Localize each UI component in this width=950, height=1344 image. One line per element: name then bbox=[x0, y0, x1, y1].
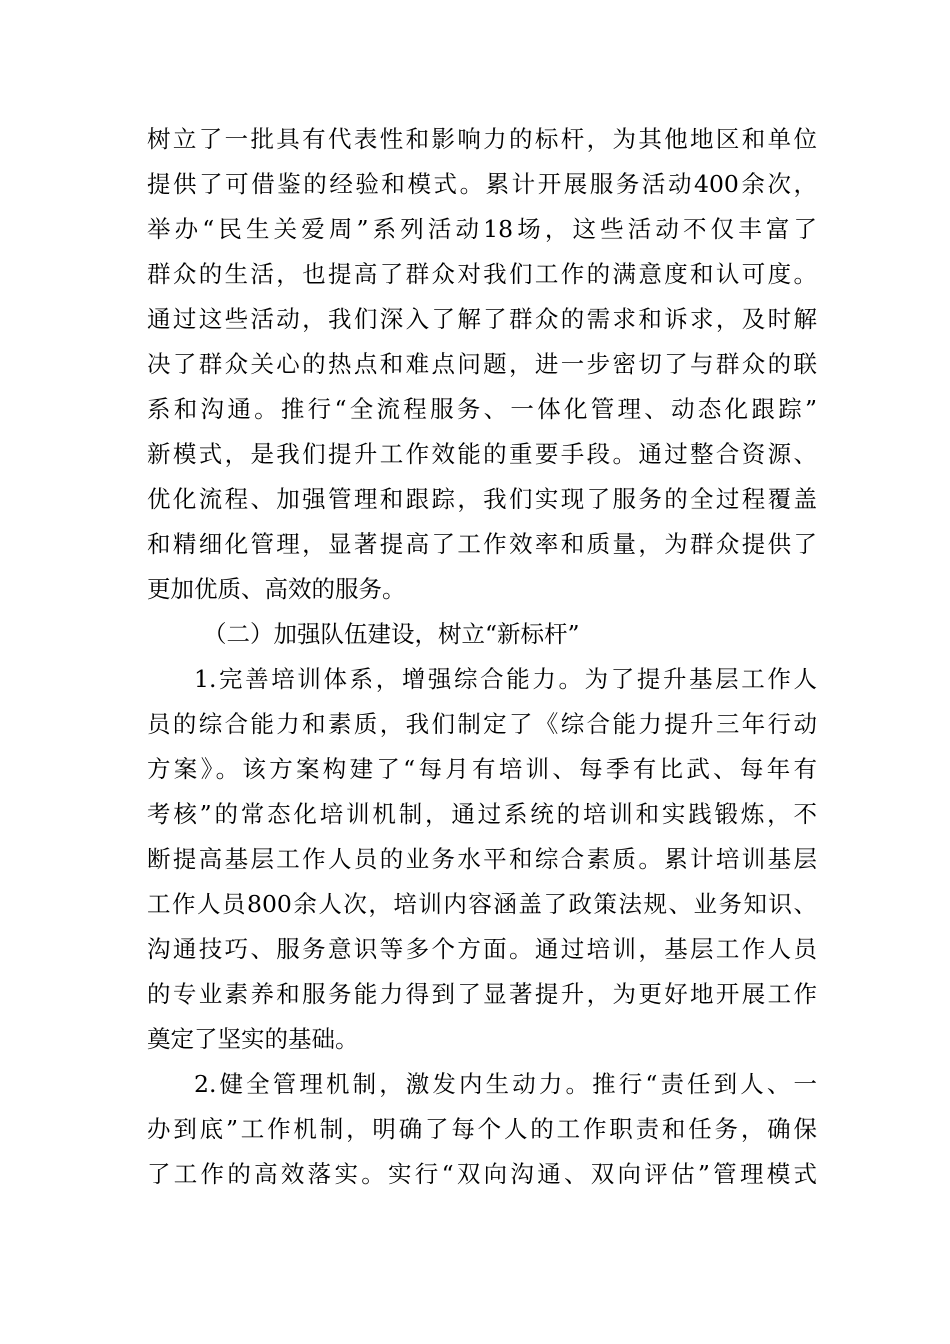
text-line: 的专业素养和服务能力得到了显著提升，为更好地开展工作 bbox=[147, 980, 817, 1008]
text-line: 决了群众关心的热点和难点问题，进一步密切了与群众的联 bbox=[147, 350, 817, 378]
heading-text: （二）加强队伍建设，树立“新标杆” bbox=[203, 620, 580, 648]
text-line: 树立了一批具有代表性和影响力的标杆，为其他地区和单位 bbox=[147, 125, 817, 153]
text-line: 系和沟通。推行“全流程服务、一体化管理、动态化跟踪” bbox=[147, 395, 817, 423]
text-line: 奠定了坚实的基础。 bbox=[147, 1025, 359, 1053]
text-line: 优化流程、加强管理和跟踪，我们实现了服务的全过程覆盖 bbox=[147, 485, 817, 513]
text-line: 群众的生活，也提高了群众对我们工作的满意度和认可度。 bbox=[147, 260, 817, 288]
text-line: 员的综合能力和素质，我们制定了《综合能力提升三年行动 bbox=[147, 710, 817, 738]
text-line: 办到底”工作机制，明确了每个人的工作职责和任务，确保 bbox=[147, 1115, 817, 1143]
text-line: 工作人员800余人次，培训内容涵盖了政策法规、业务知识、 bbox=[147, 890, 817, 918]
paragraph-training-system bbox=[147, 657, 817, 1062]
text-line: 通过这些活动，我们深入了解了群众的需求和诉求，及时解 bbox=[147, 305, 817, 333]
text-line: 更加优质、高效的服务。 bbox=[147, 575, 406, 603]
text-line: 举办“民生关爱周”系列活动18场，这些活动不仅丰富了 bbox=[147, 215, 817, 243]
text-line: 2.健全管理机制，激发内生动力。推行“责任到人、一 bbox=[194, 1070, 817, 1098]
paragraph-service-activities bbox=[147, 117, 817, 612]
section-heading bbox=[147, 612, 817, 657]
text-line: 1.完善培训体系，增强综合能力。为了提升基层工作人 bbox=[194, 665, 817, 693]
text-line: 方案》。该方案构建了“每月有培训、每季有比武、每年有 bbox=[147, 755, 817, 783]
document-body bbox=[147, 117, 817, 1197]
text-line: 和精细化管理，显著提高了工作效率和质量，为群众提供了 bbox=[147, 530, 817, 558]
paragraph-management-mechanism bbox=[147, 1062, 817, 1197]
text-line: 沟通技巧、服务意识等多个方面。通过培训，基层工作人员 bbox=[147, 935, 817, 963]
text-line: 了工作的高效落实。实行“双向沟通、双向评估”管理模式 bbox=[147, 1160, 817, 1188]
text-line: 新模式，是我们提升工作效能的重要手段。通过整合资源、 bbox=[147, 440, 817, 468]
text-line: 断提高基层工作人员的业务水平和综合素质。累计培训基层 bbox=[147, 845, 817, 873]
text-line: 提供了可借鉴的经验和模式。累计开展服务活动400余次， bbox=[147, 170, 817, 198]
text-line: 考核”的常态化培训机制，通过系统的培训和实践锻炼，不 bbox=[147, 800, 817, 828]
